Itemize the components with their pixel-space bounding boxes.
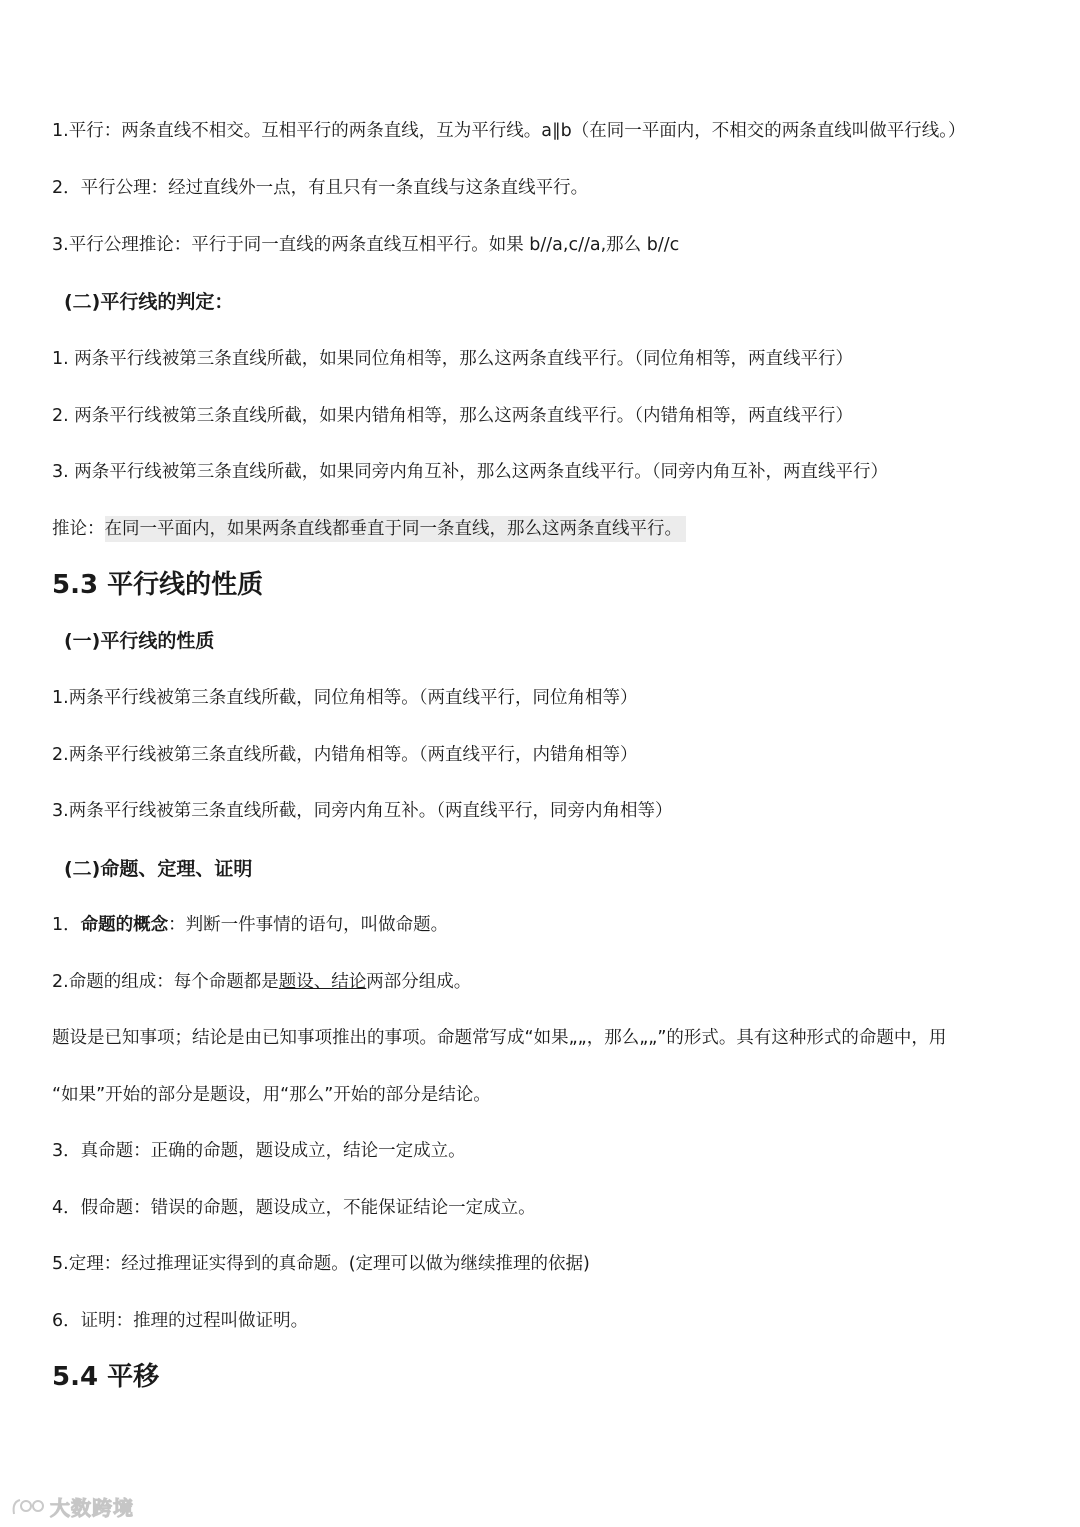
text-line: 1.平行：两条直线不相交。互相平行的两条直线，互为平行线。a∥b（在同一平面内，不相交的两条直线叫做平行线。） [52, 121, 966, 141]
section-subheading: (二)平行线的判定： [64, 291, 234, 313]
text-line: 3.平行公理推论：平行于同一直线的两条直线互相平行。如果 b//a,c//a,那么 b//c [52, 235, 680, 255]
section-heading: 5.3 平行线的性质 [52, 570, 264, 600]
text-line: 3．真命题：正确的命题，题设成立，结论一定成立。 [52, 1141, 466, 1161]
text-line [52, 970, 471, 994]
text-line: 2．平行公理：经过直线外一点，有且只有一条直线与这条直线平行。 [52, 178, 589, 198]
text-line: 2.两条平行线被第三条直线所截，内错角相等。（两直线平行，内错角相等） [52, 745, 638, 765]
text-line: 题设是已知事项；结论是由已知事项推出的事项。命题常写成“如果„„，那么„„”的形式。具有这种形式的命题中，用 [52, 1028, 947, 1048]
corollary-label: 推论： [52, 519, 105, 539]
section-subheading: (二)命题、定理、证明 [64, 858, 253, 880]
definition-line [52, 913, 448, 937]
underlined-terms: 题设、结论 [278, 972, 367, 992]
text-line: 3.两条平行线被第三条直线所截，同旁内角互补。（两直线平行，同旁内角相等） [52, 801, 673, 821]
text-fragment: 2.命题的组成：每个命题都是 [52, 972, 279, 992]
term-bold: 命题的概念 [80, 915, 169, 935]
text-line: 4．假命题：错误的命题，题设成立，不能保证结论一定成立。 [52, 1198, 536, 1218]
corollary-line [52, 517, 686, 541]
text-line: 5.定理：经过推理证实得到的真命题。(定理可以做为继续推理的依据) [52, 1254, 590, 1274]
text-line: 2. 两条平行线被第三条直线所截，如果内错角相等，那么这两条直线平行。（内错角相等，两直线平行） [52, 406, 854, 426]
text-fragment: 两部分组成。 [366, 972, 472, 992]
list-number: 1． [52, 915, 81, 935]
section-subheading: (一)平行线的性质 [64, 630, 215, 652]
watermark [10, 1492, 134, 1521]
text-line: 1.两条平行线被第三条直线所截，同位角相等。（两直线平行，同位角相等） [52, 688, 638, 708]
section-heading: 5.4 平移 [52, 1362, 160, 1392]
text-line: “如果”开始的部分是题设，用“那么”开始的部分是结论。 [52, 1085, 491, 1105]
watermark-text: 大数跨境 [50, 1496, 134, 1520]
definition-text: ：判断一件事情的语句，叫做命题。 [168, 915, 449, 935]
text-line: 3. 两条平行线被第三条直线所截，如果同旁内角互补，那么这两条直线平行。（同旁内角互补，两直线平行） [52, 462, 889, 482]
brand-logo-icon [10, 1496, 46, 1518]
text-line: 6．证明：推理的过程叫做证明。 [52, 1311, 309, 1331]
text-line: 1. 两条平行线被第三条直线所截，如果同位角相等，那么这两条直线平行。（同位角相等，两直线平行） [52, 349, 854, 369]
highlighted-text: 在同一平面内，如果两条直线都垂直于同一条直线，那么这两条直线平行。 [105, 516, 687, 542]
